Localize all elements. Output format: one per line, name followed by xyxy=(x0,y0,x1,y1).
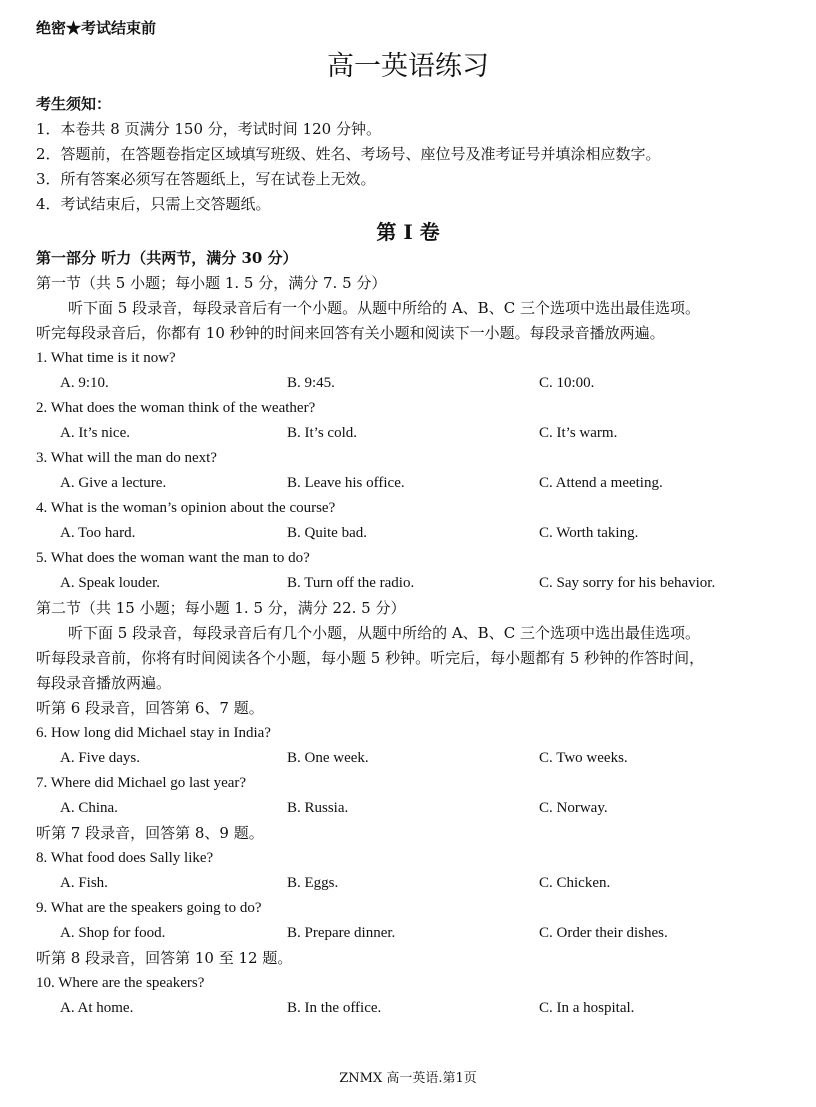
page-title: 高一英语练习 xyxy=(327,51,489,82)
options-row xyxy=(0,523,816,543)
question: 8. What food does Sally like? xyxy=(36,850,214,866)
group-instruction: 听第 8 段录音，回答第 10 至 12 题。 xyxy=(36,949,293,967)
confidential-mark: 绝密★考试结束前 xyxy=(36,19,157,37)
section2-instruction: 听每段录音前，你将有时间阅读各个小题，每小题 5 秒钟。听完后，每小题都有 5 秒钟的作答时间， xyxy=(36,649,705,667)
question: 1. What time is it now? xyxy=(36,350,176,366)
question: 3. What will the man do next? xyxy=(36,450,217,466)
options-row xyxy=(0,998,816,1018)
option-c: C. Worth taking. xyxy=(539,525,639,541)
option-a: A. Shop for food. xyxy=(60,925,166,941)
question: 6. How long did Michael stay in India? xyxy=(36,725,271,741)
options-row xyxy=(0,748,816,768)
question: 7. Where did Michael go last year? xyxy=(36,775,247,791)
option-b: B. Quite bad. xyxy=(287,525,367,541)
option-c: C. It’s warm. xyxy=(539,425,618,441)
option-a: A. Speak louder. xyxy=(60,575,160,591)
section2-instruction: 听下面 5 段录音，每段录音后有几个小题，从题中所给的 A、B、C 三个选项中选出最佳选项。 xyxy=(68,624,700,642)
question: 2. What does the woman think of the weather? xyxy=(36,400,316,416)
option-b: B. 9:45. xyxy=(287,375,335,391)
option-b: B. In the office. xyxy=(287,1000,382,1016)
options-row xyxy=(0,873,816,893)
notice-heading: 考生须知： xyxy=(36,95,112,113)
option-a: A. At home. xyxy=(60,1000,134,1016)
option-c: C. Norway. xyxy=(539,800,608,816)
notice-item: 1．本卷共 8 页满分 150 分，考试时间 120 分钟。 xyxy=(36,120,381,138)
section2-instruction: 每段录音播放两遍。 xyxy=(36,674,172,692)
option-a: A. It’s nice. xyxy=(60,425,130,441)
option-c: C. 10:00. xyxy=(539,375,595,391)
page-footer: ZNMX 高一英语.第1页 xyxy=(339,1071,477,1086)
option-b: B. Russia. xyxy=(287,800,349,816)
option-c: C. Chicken. xyxy=(539,875,611,891)
section1-heading: 第一节（共 5 小题；每小题 1. 5 分，满分 7. 5 分） xyxy=(36,274,387,292)
group-instruction: 听第 6 段录音，回答第 6、7 题。 xyxy=(36,699,264,717)
question: 4. What is the woman’s opinion about the course? xyxy=(36,500,336,516)
options-row xyxy=(0,573,816,593)
section1-instruction: 听下面 5 段录音，每段录音后有一个小题。从题中所给的 A、B、C 三个选项中选出最佳选项。 xyxy=(68,299,700,317)
option-b: B. Leave his office. xyxy=(287,475,405,491)
notice-item: 2．答题前，在答题卷指定区域填写班级、姓名、考场号、座位号及准考证号并填涂相应数字。 xyxy=(36,145,661,163)
section2-heading: 第二节（共 15 小题；每小题 1. 5 分，满分 22. 5 分） xyxy=(36,599,406,617)
options-row xyxy=(0,923,816,943)
option-b: B. One week. xyxy=(287,750,369,766)
option-b: B. It’s cold. xyxy=(287,425,357,441)
option-b: B. Prepare dinner. xyxy=(287,925,396,941)
option-a: A. Give a lecture. xyxy=(60,475,167,491)
option-c: C. In a hospital. xyxy=(539,1000,635,1016)
section1-instruction: 听完每段录音后，你都有 10 秒钟的时间来回答有关小题和阅读下一小题。每段录音播放两遍。 xyxy=(36,324,665,342)
options-row xyxy=(0,423,816,443)
option-c: C. Say sorry for his behavior. xyxy=(539,575,716,591)
options-row xyxy=(0,473,816,493)
question: 10. Where are the speakers? xyxy=(36,975,205,991)
part1-heading: 第一部分 听力（共两节，满分 30 分） xyxy=(36,249,298,267)
notice-item: 4．考试结束后，只需上交答题纸。 xyxy=(36,195,271,213)
option-c: C. Two weeks. xyxy=(539,750,628,766)
options-row xyxy=(0,798,816,818)
question: 5. What does the woman want the man to do? xyxy=(36,550,310,566)
option-a: A. China. xyxy=(60,800,118,816)
question: 9. What are the speakers going to do? xyxy=(36,900,262,916)
option-b: B. Turn off the radio. xyxy=(287,575,415,591)
option-b: B. Eggs. xyxy=(287,875,339,891)
option-a: A. Fish. xyxy=(60,875,108,891)
options-row xyxy=(0,373,816,393)
group-instruction: 听第 7 段录音，回答第 8、9 题。 xyxy=(36,824,264,842)
option-c: C. Order their dishes. xyxy=(539,925,668,941)
option-a: A. Five days. xyxy=(60,750,140,766)
option-c: C. Attend a meeting. xyxy=(539,475,663,491)
option-a: A. 9:10. xyxy=(60,375,109,391)
notice-item: 3．所有答案必须写在答题纸上，写在试卷上无效。 xyxy=(36,170,376,188)
volume-heading: 第 I 卷 xyxy=(376,220,440,244)
option-a: A. Too hard. xyxy=(60,525,136,541)
